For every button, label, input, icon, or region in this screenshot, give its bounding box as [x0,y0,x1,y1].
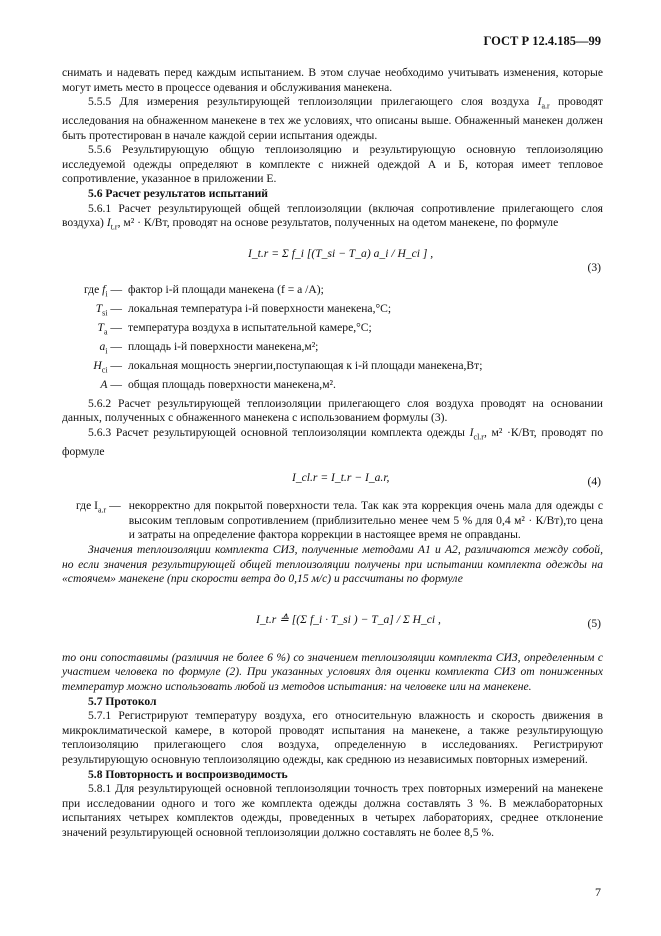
formula-3-expression: I_t.r = Σ f_i [(T_si − T_a) a_i / H_ci ] , [248,247,434,261]
page-number: 7 [595,885,601,899]
section-heading-5-7: 5.7 Протокол [88,694,157,708]
formula-5-expression: I_t.r ≙ [(Σ f_i · T_si ) − T_a] / Σ H_ci , [256,612,441,626]
formula-4 [62,459,603,499]
section-heading-5-8: 5.8 Повторность и воспроизводимость [88,767,288,781]
definition-item: $T_{si}$ — локальная температура i-й поверхности манекена,°С; [95,302,392,318]
definition-item: A — общая площадь поверхности манекена,м². [100,377,336,391]
paragraph-5-5-6: 5.5.6 Результирующую общую теплоизоляцию и результирующую основную теплоизоляцию исследуемой одежды определяют в комплекте с нижней одеждой А и Б, которая имеет тепловое сопротивление, указанное в приложении Е. [62,143,603,186]
paragraph-5-7-1: 5.7.1 Регистрируют температуру воздуха, его относительную влажность и скорость движения в микроклиматической камере, в которой проводят испытания на манекене, а также результирующую теплоизоляцию прилегающего слоя воздуха, определенную в исследованиях. Регистрируют результирующую основную теплоизоляцию одежды, как среднюю из независимых повторных измерений. [62,709,603,766]
section-heading-5-6: 5.6 Расчет результатов испытаний [88,187,268,201]
formula-4-number: (4) [587,475,601,489]
italic-note-1: Значения теплоизоляции комплекта СИЗ, полученные методами А1 и А2, различаются между собой, но если значения результирующей общей теплоизоляции получены при испытании комплекта одежды на «стоячем» манекене (при скорости ветра до 0,15 м/с) и рассчитаны по формуле [62,543,603,586]
formula-3-number: (3) [587,261,601,275]
definition-item: $T_a$ — температура воздуха в испытательной камере,°С; [97,320,372,337]
definition-item: $a_i$ — площадь i-й поверхности манекена,м²; [99,339,319,356]
formula-5 [62,587,603,651]
italic-note-2: то они сопоставимы (различия не более 6 %) со значением теплоизоляции комплекта СИЗ, определенным с участием человека по формуле (2). При указанных условиях для оценки комплекта СИЗ от пониженных температур можно использовать любой из методов испытания: на человеке или на манекене. [62,650,603,694]
formula-3 [62,235,603,281]
paragraph-5-6-1: 5.6.1 Расчет результирующей общей теплоизоляции (включая сопротивление прилегающего слоя воздуха) $I_{t.r}$, м² · К/Вт, проводят на основе результатов, полученных на одетом манекене, по формуле [62,201,603,232]
paragraph-5-6-2: 5.6.2 Расчет результирующей теплоизоляции прилегающего слоя воздуха проводят на основании данных, полученных с обнаженного манекена с использованием формулы (3). [62,396,603,425]
formula-5-number: (5) [587,616,601,630]
paragraph-5-6-3: 5.6.3 Расчет результирующей основной теплоизоляции комплекта одежды $I_{cl.r}$, м² ·К/Вт, проводят по формуле [62,425,604,458]
standard-header: ГОСТ Р 12.4.185—99 [483,34,601,48]
paragraph-5-8-1: 5.8.1 Для результирующей основной теплоизоляции точность трех повторных измерений на манекене при исследовании одного и того же комплекта одежды должна составлять 3 %. В межлабораторных испытаниях четырех комплектов одежды, проведенных в четырех лабораториях, среднее отклонение значений результирующей основной теплоизоляции должно составлять не более 8,5 %. [62,782,603,839]
definition-item: где $f_i$ — фактор i-й площади манекена (f = a /A); [84,283,324,299]
formula-4-note: где $I_{a.r}$ — некорректно для покрытой поверхности тела. Так как эта коррекция очень мала для одежды с высоким тепловым сопротивлением (приблизительно менее чем 5 % для 0,4 м² · К/Вт),то цена и затраты на определение фактора коррекции в настоящее время не оправданы. [76,499,603,542]
definition-item: $H_{ci}$ — локальная мощность энергии,поступающая к i-й площади манекена,Вт; [93,358,483,375]
paragraph-5-5-5: 5.5.5 Для измерения результирующей теплоизоляции прилегающего слоя воздуха $I_{a.r}$ проводят исследования на обнаженном манекене в тех же условиях, что описаны выше. Обнаженный манекен должен быть протестирован в начале каждой серии испытания одежды. [62,95,603,142]
paragraph-continuation: снимать и надевать перед каждым испытанием. В этом случае необходимо учитывать изменения, которые могут иметь место в процессе одевания и обслуживания манекена. [62,66,603,94]
definitions-list [84,283,603,396]
document-body [62,66,603,841]
formula-4-expression: I_cl.r = I_t.r − I_a.r, [292,471,390,485]
